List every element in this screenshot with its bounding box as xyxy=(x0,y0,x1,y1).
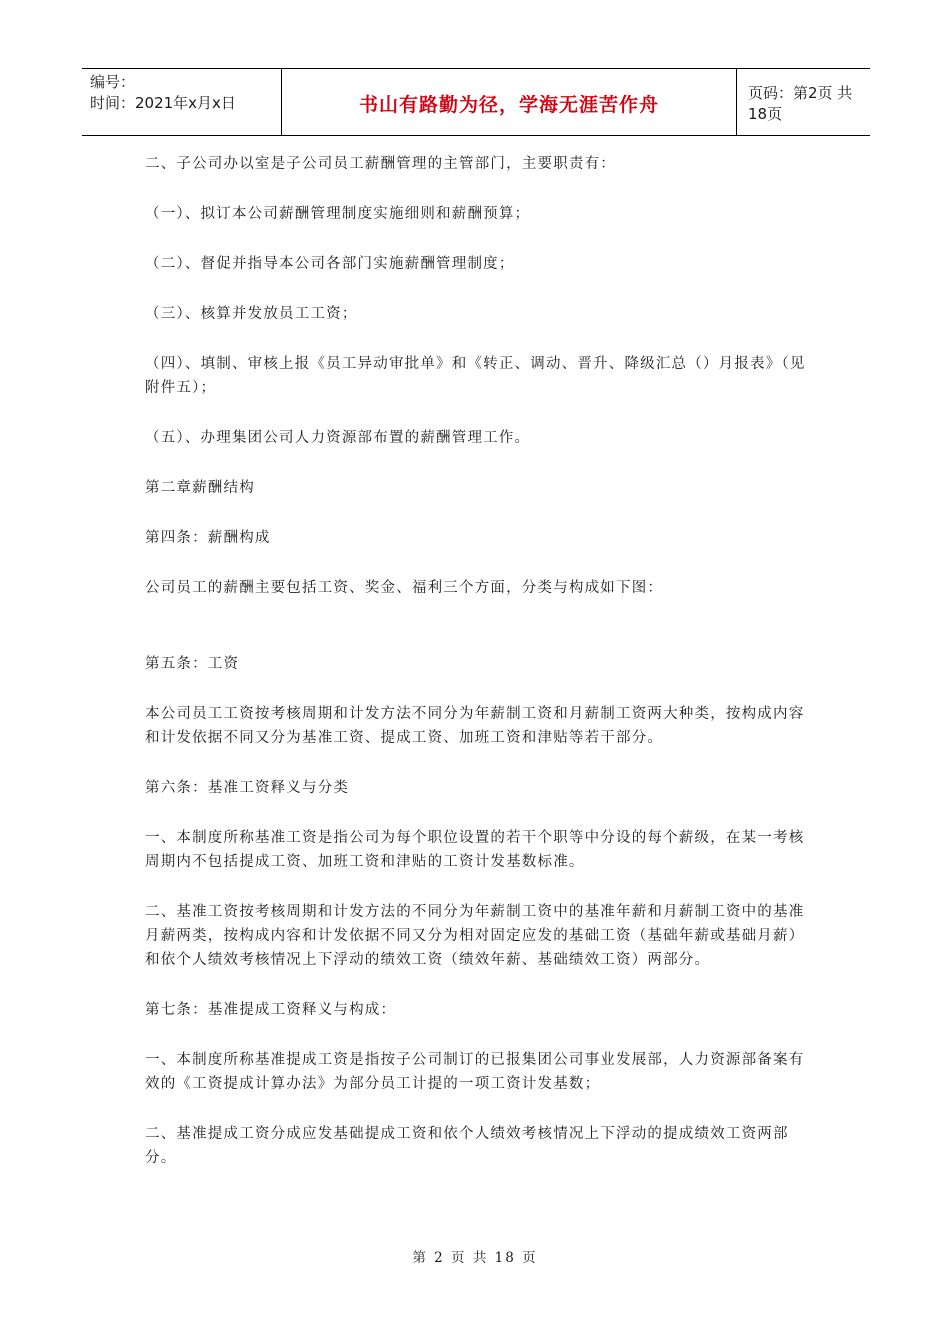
list-item: （二）、督促并指导本公司各部门实施薪酬管理制度； xyxy=(145,256,515,272)
header-meta xyxy=(82,69,281,135)
header-motto: 书山有路勤为径，学海无涯苦作舟 xyxy=(358,94,659,116)
list-item: （四）、填制、审核上报《员工异动审批单》和《转正、调动、晋升、降级汇总（）月报表》（见附件五）； xyxy=(145,356,806,396)
header-page-info: 页码：第2页 共18页 xyxy=(748,84,853,123)
list-item: （五）、办理集团公司人力资源部布置的薪酬管理工作。 xyxy=(145,430,531,446)
article-heading: 第四条：薪酬构成 xyxy=(145,530,271,546)
page-footer: 第 2 页 共 18 页 xyxy=(412,1250,538,1266)
article-heading: 第五条：工资 xyxy=(145,656,240,672)
list-item: （一）、拟订本公司薪酬管理制度实施细则和薪酬预算； xyxy=(145,206,531,222)
header-page-cell xyxy=(737,69,870,135)
document-body xyxy=(145,152,809,1196)
page-header xyxy=(82,68,870,136)
paragraph: 二、子公司办以室是子公司员工薪酬管理的主管部门，主要职责有： xyxy=(145,156,616,172)
paragraph: 公司员工的薪酬主要包括工资、奖金、福利三个方面，分类与构成如下图： xyxy=(145,580,664,596)
paragraph: 本公司员工工资按考核周期和计发方法不同分为年薪制工资和月薪制工资两大种类，按构成内容和计发依据不同又分为基准工资、提成工资、加班工资和津贴等若干部分。 xyxy=(145,706,805,746)
paragraph: 一、本制度所称基准提成工资是指按子公司制订的已报集团公司事业发展部，人力资源部备案有效的《工资提成计算办法》为部分员工计提的一项工资计发基数； xyxy=(145,1052,805,1092)
header-motto-cell xyxy=(281,69,737,135)
list-item: （三）、核算并发放员工工资； xyxy=(145,306,358,322)
document-time-label: 时间：2021年x月x日 xyxy=(90,94,236,112)
article-heading: 第七条：基准提成工资释义与构成： xyxy=(145,1002,397,1018)
chapter-heading: 第二章薪酬结构 xyxy=(145,480,255,496)
paragraph: 二、基准提成工资分成应发基础提成工资和依个人绩效考核情况上下浮动的提成绩效工资两部分。 xyxy=(145,1126,789,1166)
article-heading: 第六条：基准工资释义与分类 xyxy=(145,780,350,796)
document-number-label: 编号： xyxy=(90,73,136,91)
paragraph: 二、基准工资按考核周期和计发方法的不同分为年薪制工资中的基准年薪和月薪制工资中的基准月薪两类，按构成内容和计发依据不同又分为相对固定应发的基础工资（基础年薪或基础月薪）和依个人绩效考核情况上下浮动的绩效工资（绩效年薪、基础绩效工资）两部分。 xyxy=(145,904,805,968)
paragraph: 一、本制度所称基准工资是指公司为每个职位设置的若干个职等中分设的每个薪级，在某一考核周期内不包括提成工资、加班工资和津贴的工资计发基数标准。 xyxy=(145,830,805,870)
